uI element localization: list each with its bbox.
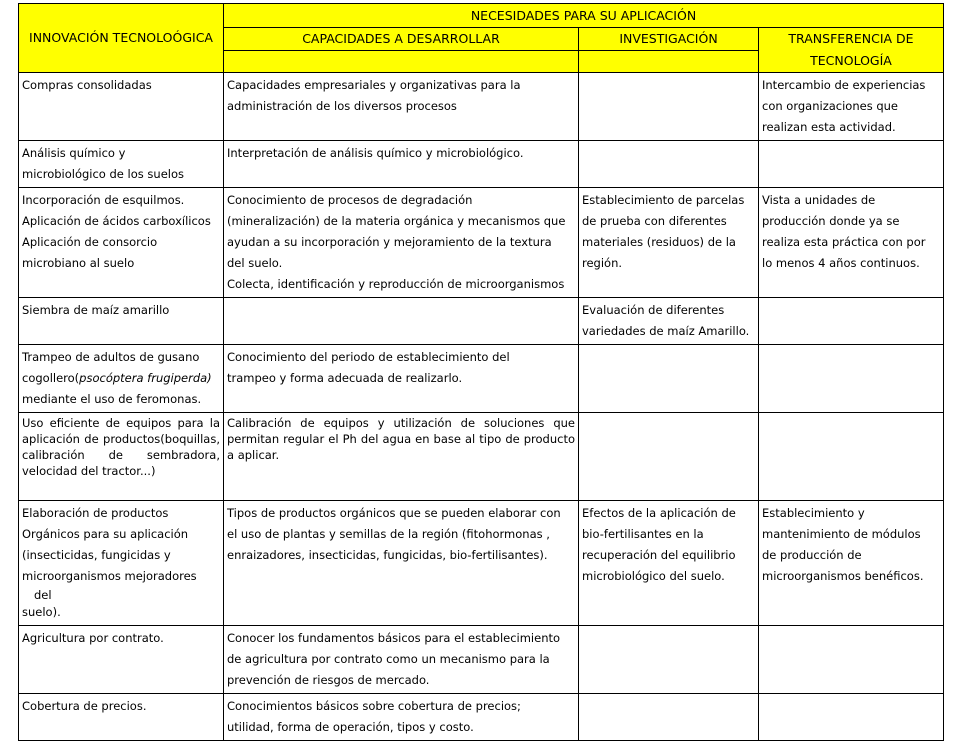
cell-innovacion xyxy=(19,626,224,694)
cell-innovacion xyxy=(19,73,224,141)
cell-innovacion: Uso eficiente de equipos para la aplicación de productos(boquillas, calibración de sembradora, velocidad del tractor...) xyxy=(19,413,224,501)
cell-line: Conocer los fundamentos básicos para el establecimiento xyxy=(227,631,561,645)
cell-line: Incorporación de esquilmos. xyxy=(22,193,185,207)
cell-line: ayudan a su incorporación y mejoramiento de la textura xyxy=(227,235,552,249)
cell-line: mantenimiento de módulos xyxy=(762,527,921,541)
cell-line: administración de los diversos procesos xyxy=(227,99,457,113)
cell-transferencia xyxy=(759,413,944,501)
header-necesidades: NECESIDADES PARA SU APLICACIÓN xyxy=(224,4,944,28)
cell-line: prevención de riesgos de mercado. xyxy=(227,673,430,687)
cell-transferencia xyxy=(759,694,944,741)
cell-transferencia xyxy=(759,345,944,413)
cell-investigacion xyxy=(579,413,759,501)
cell-capacidades xyxy=(224,141,579,188)
cell-line: bio-fertilisantes en la xyxy=(582,527,704,541)
cell-line: suelo). xyxy=(22,605,61,619)
cell-line: recuperación del equilibrio xyxy=(582,548,736,562)
cell-line: Agricultura por contrato. xyxy=(22,631,164,645)
cell-line: (mineralización) de la materia orgánica y mecanismos que xyxy=(227,214,566,228)
cell-line: Orgánicos para su aplicación xyxy=(22,527,189,541)
cell-innovacion xyxy=(19,694,224,741)
table-row xyxy=(19,73,944,141)
cell-line: microbiano al suelo xyxy=(22,256,135,270)
cell-line: Conocimientos básicos sobre cobertura de precios; xyxy=(227,699,521,713)
cell-line: Intercambio de experiencias xyxy=(762,78,926,92)
cell-line: Conocimiento de procesos de degradación xyxy=(227,193,473,207)
table-row xyxy=(19,298,944,345)
cell-fragment-italic: psocóptera frugiperda) xyxy=(79,371,212,385)
cell-line: trampeo y forma adecuada de realizarlo. xyxy=(227,371,463,385)
cell-capacidades xyxy=(224,501,579,626)
cell-capacidades xyxy=(224,298,579,345)
cell-capacidades xyxy=(224,345,579,413)
cell-line: de producción de xyxy=(762,548,862,562)
cell-line: Conocimiento del periodo de establecimiento del xyxy=(227,350,510,364)
header-investigacion-spacer xyxy=(579,51,759,73)
cell-line: el uso de plantas y semillas de la región (fitohormonas , xyxy=(227,527,550,541)
cell-innovacion xyxy=(19,345,224,413)
cell-line: variedades de maíz Amarillo. xyxy=(582,324,750,338)
cell-line: Interpretación de análisis químico y microbiológico. xyxy=(227,146,524,160)
cell-line-mixed xyxy=(22,368,220,389)
cell-line: Elaboración de productos xyxy=(22,506,169,520)
cell-investigacion xyxy=(579,73,759,141)
cell-investigacion xyxy=(579,694,759,741)
cell-capacidades xyxy=(224,188,579,298)
cell-line: materiales (residuos) de la xyxy=(582,235,736,249)
table-row xyxy=(19,694,944,741)
table-row xyxy=(19,141,944,188)
table-row xyxy=(19,413,944,501)
cell-line: Aplicación de consorcio xyxy=(22,235,158,249)
cell-line: Efectos de la aplicación de xyxy=(582,506,736,520)
cell-line: región. xyxy=(582,256,623,270)
cell-line: Tipos de productos orgánicos que se pueden elaborar con xyxy=(227,506,561,520)
innovation-needs-table xyxy=(18,3,944,741)
header-transferencia: TRANSFERENCIA DE TECNOLOGÍA xyxy=(759,28,944,73)
cell-innovacion xyxy=(19,501,224,626)
cell-line: realiza esta práctica con por xyxy=(762,235,926,249)
cell-line: Establecimiento y xyxy=(762,506,865,520)
cell-transferencia xyxy=(759,298,944,345)
cell-line: Capacidades empresariales y organizativas para la xyxy=(227,78,521,92)
cell-line: microorganismos mejoradores xyxy=(22,569,197,583)
header-capacidades: CAPACIDADES A DESARROLLAR xyxy=(224,28,579,51)
cell-transferencia xyxy=(759,73,944,141)
cell-line: lo menos 4 años continuos. xyxy=(762,256,920,270)
cell-transferencia xyxy=(759,141,944,188)
cell-investigacion xyxy=(579,626,759,694)
cell-line: microbiológico de los suelos xyxy=(22,167,184,181)
cell-line: con organizaciones que xyxy=(762,99,899,113)
cell-line: microbiológico del suelo. xyxy=(582,569,725,583)
table-row xyxy=(19,501,944,626)
cell-line: Vista a unidades de xyxy=(762,193,876,207)
cell-line: Establecimiento de parcelas xyxy=(582,193,745,207)
cell-line: mediante el uso de feromonas. xyxy=(22,392,202,406)
cell-investigacion xyxy=(579,501,759,626)
cell-line: realizan esta actividad. xyxy=(762,120,896,134)
cell-line: Trampeo de adultos de gusano xyxy=(22,350,200,364)
cell-transferencia xyxy=(759,188,944,298)
cell-fragment: cogollero( xyxy=(22,371,80,385)
cell-line: del suelo. xyxy=(227,256,283,270)
cell-line: de prueba con diferentes xyxy=(582,214,727,228)
cell-line: Aplicación de ácidos carboxílicos xyxy=(22,214,211,228)
cell-line: de agricultura por contrato como un mecanismo para la xyxy=(227,652,550,666)
cell-transferencia xyxy=(759,501,944,626)
cell-investigacion xyxy=(579,188,759,298)
header-row-1 xyxy=(19,4,944,28)
cell-line: Siembra de maíz amarillo xyxy=(22,303,170,317)
header-investigacion: INVESTIGACIÓN xyxy=(579,28,759,51)
cell-line: utilidad, forma de operación, tipos y costo. xyxy=(227,720,474,734)
cell-innovacion xyxy=(19,188,224,298)
cell-capacidades xyxy=(224,626,579,694)
cell-line: del xyxy=(34,588,52,602)
cell-investigacion xyxy=(579,298,759,345)
cell-line: producción donde ya se xyxy=(762,214,900,228)
cell-innovacion xyxy=(19,298,224,345)
cell-investigacion xyxy=(579,345,759,413)
cell-line: Evaluación de diferentes xyxy=(582,303,725,317)
header-innovacion: INNOVACIÓN TECNOLOÓGICA xyxy=(19,4,224,73)
cell-transferencia xyxy=(759,626,944,694)
table-row xyxy=(19,626,944,694)
cell-line: Colecta, identificación y reproducción de microorganismos xyxy=(227,277,565,291)
header-capacidades-spacer xyxy=(224,51,579,73)
cell-investigacion xyxy=(579,141,759,188)
cell-line: microorganismos benéficos. xyxy=(762,569,924,583)
cell-line: (insecticidas, fungicidas y xyxy=(22,548,171,562)
cell-capacidades xyxy=(224,73,579,141)
cell-line: Análisis químico y xyxy=(22,146,126,160)
cell-line: enraizadores, insecticidas, fungicidas, bio-fertilisantes). xyxy=(227,548,548,562)
table-row xyxy=(19,188,944,298)
cell-capacidades: Calibración de equipos y utilización de soluciones que permitan regular el Ph del agua en base al tipo de producto a aplicar. xyxy=(224,413,579,501)
table-row xyxy=(19,345,944,413)
cell-innovacion xyxy=(19,141,224,188)
cell-capacidades xyxy=(224,694,579,741)
cell-line: Compras consolidadas xyxy=(22,78,152,92)
cell-line: Cobertura de precios. xyxy=(22,699,147,713)
